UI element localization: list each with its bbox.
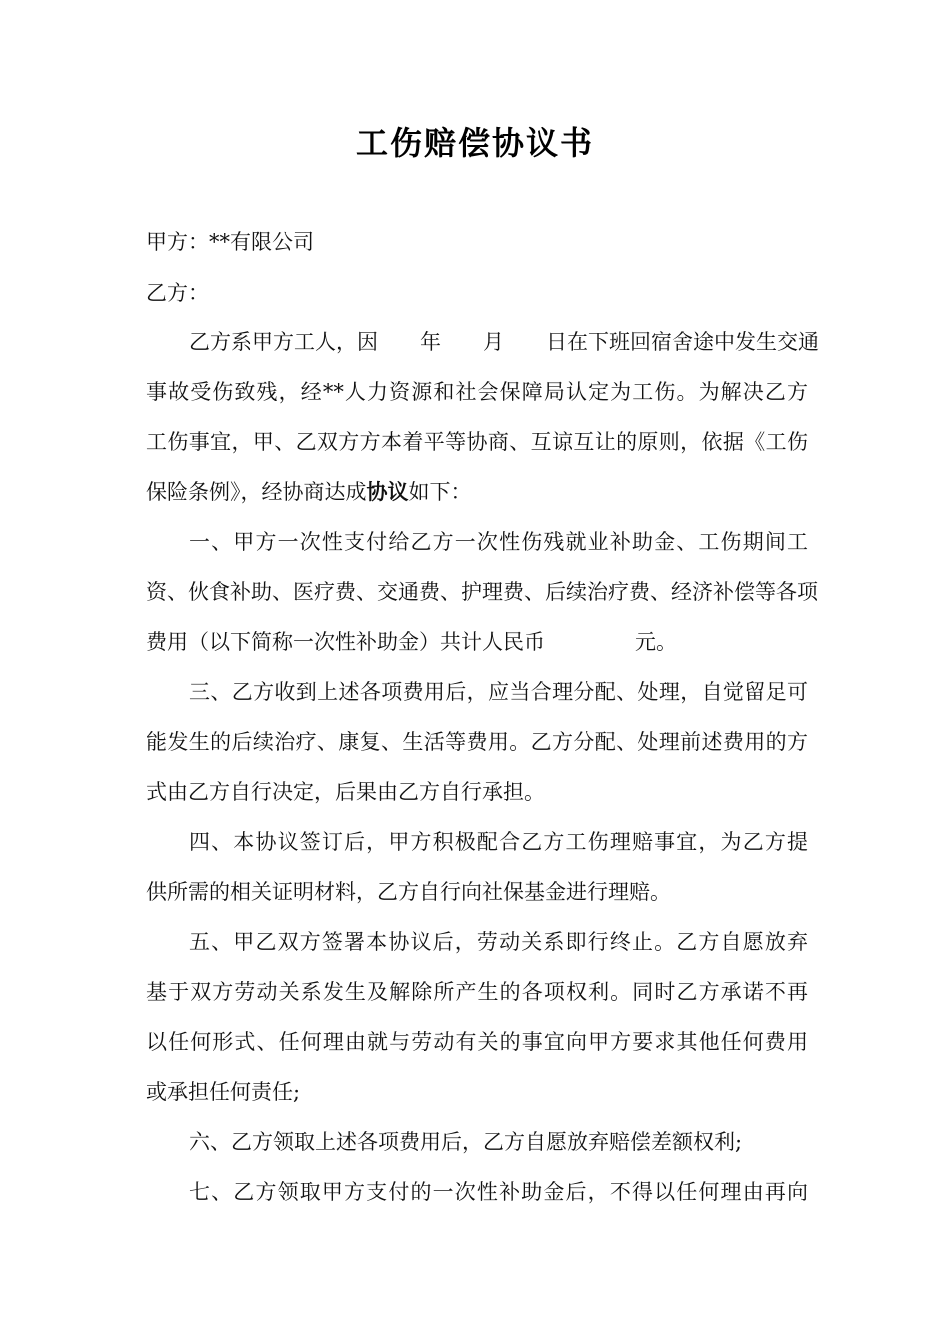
clause5-line-1: 五、甲乙双方签署本协议后，劳动关系即行终止。乙方自愿放弃: [189, 930, 808, 954]
intro-line-4-end: 如下：: [408, 480, 472, 504]
clause3-line-2: 能发生的后续治疗、康复、生活等费用。乙方分配、处理前述费用的方: [146, 730, 808, 754]
intro-bold-word: 协议: [366, 480, 409, 504]
intro-line-1: 乙方系甲方工人，因 年 月 日在下班回宿舍途中发生交通: [189, 330, 819, 354]
clause4-line-2: 供所需的相关证明材料，乙方自行向社保基金进行理赔。: [146, 880, 671, 904]
clause3-line-3: 式由乙方自行决定，后果由乙方自行承担。: [146, 780, 545, 804]
party-b-line: 乙方：: [146, 281, 209, 305]
document-title: 工伤赔偿协议书: [355, 124, 594, 162]
clause6-line-1: 六、乙方领取上述各项费用后，乙方自愿放弃赔偿差额权利;: [189, 1130, 743, 1154]
intro-line-4-text: 保险条例》，经协商达成: [146, 480, 367, 504]
clause1-line-2: 资、伙食补助、医疗费、交通费、护理费、后续治疗费、经济补偿等各项: [146, 580, 818, 604]
clause1-currency-unit: 元。: [635, 630, 677, 654]
clause5-line-3: 以任何形式、任何理由就与劳动有关的事宜向甲方要求其他任何费用: [146, 1030, 808, 1054]
clause5-line-2: 基于双方劳动关系发生及解除所产生的各项权利。同时乙方承诺不再: [146, 980, 808, 1004]
clause4-line-1: 四、本协议签订后，甲方积极配合乙方工伤理赔事宜，为乙方提: [189, 830, 808, 854]
clause1-line-1: 一、甲方一次性支付给乙方一次性伤残就业补助金、工伤期间工: [189, 530, 808, 554]
clause7-line-1: 七、乙方领取甲方支付的一次性补助金后，不得以任何理由再向: [189, 1180, 808, 1204]
intro-line-4: [146, 478, 808, 506]
clause1-line-3: [146, 628, 808, 656]
clause5-line-4: 或承担任何责任;: [146, 1080, 301, 1104]
intro-line-2: 事故受伤致残，经**人力资源和社会保障局认定为工伤。为解决乙方: [146, 380, 808, 404]
clause1-amount-text: 费用（以下简称一次性补助金）共计人民币: [146, 630, 545, 654]
intro-line-3: 工伤事宜，甲、乙双方方本着平等协商、互谅互让的原则，依据《工伤: [146, 430, 808, 454]
party-a-line: 甲方：**有限公司: [146, 230, 314, 254]
clause3-line-1: 三、乙方收到上述各项费用后，应当合理分配、处理，自觉留足可: [189, 680, 808, 704]
